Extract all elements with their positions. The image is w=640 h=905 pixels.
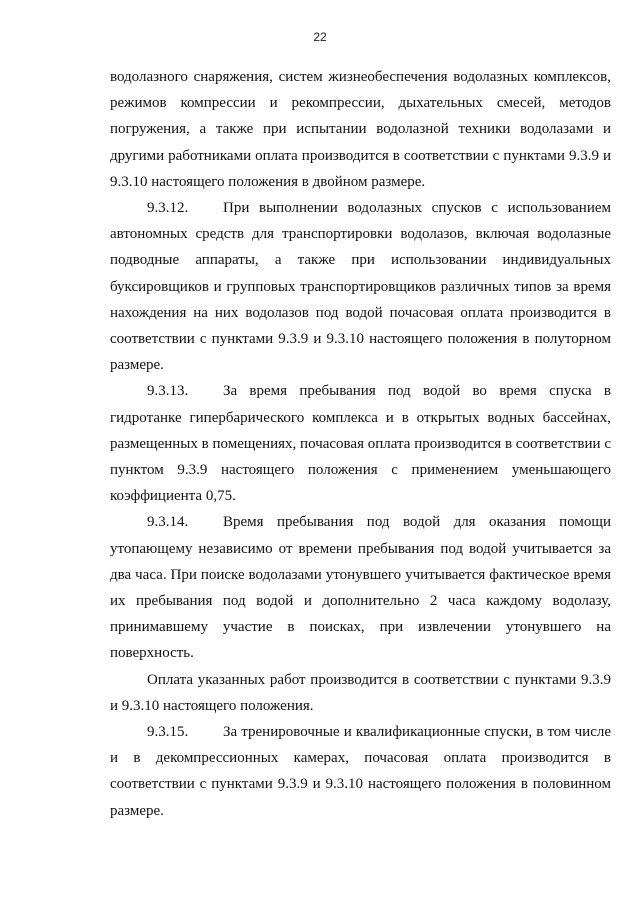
page-number: 22 bbox=[313, 30, 327, 44]
paragraph-text: За время пребывания под водой во время спуска в гидротанке гипербарического комплекса и в открытых водных бассейнах, размещенных в помещениях, почасовая оплата производится в соответствии с пунктом 9.3.9 настоящего положения с применением уменьшающего коэффициента 0,75. bbox=[110, 383, 611, 505]
clause-number: 9.3.12. bbox=[147, 200, 189, 217]
paragraph-text: За тренировочные и квалификационные спуски, в том числе и в декомпрессионных камерах, почасовая оплата производится в соответствии с пунктами 9.3.9 и 9.3.10 настоящего положения в половинном размере. bbox=[110, 724, 611, 819]
paragraph-text: При выполнении водолазных спусков с использованием автономных средств для транспортировки водолазов, включая водолазные подводные аппараты, а также при использовании индивидуальных буксировщиков и групповых транспортировщиков различных типов за время нахождения на них водолазов под водой почасовая оплата производится в соответствии с пунктами 9.3.9 и 9.3.10 настоящего положения в полуторном размере. bbox=[110, 200, 611, 374]
clause-9-3-14 bbox=[110, 509, 611, 666]
clause-number: 9.3.15. bbox=[147, 724, 189, 741]
paragraph-text: Время пребывания под водой для оказания помощи утопающему независимо от времени пребывания под водой учитывается за два часа. При поиске водолазами утонувшего учитывается фактическое время их пребывания под водой и дополнительно 2 часа каждому водолазу, принимавшему участие в поисках, при извлечении утонувшего на поверхность. bbox=[110, 514, 611, 662]
clause-number: 9.3.13. bbox=[147, 383, 189, 400]
clause-9-3-12 bbox=[110, 195, 611, 378]
clause-9-3-13 bbox=[110, 378, 611, 509]
document-body bbox=[110, 64, 611, 824]
paragraph-continuation bbox=[110, 64, 611, 195]
clause-9-3-15 bbox=[110, 719, 611, 824]
clause-number: 9.3.14. bbox=[147, 514, 189, 531]
paragraph-payment-note bbox=[110, 667, 611, 719]
paragraph-text: Оплата указанных работ производится в соответствии с пунктами 9.3.9 и 9.3.10 настоящего положения. bbox=[110, 671, 611, 714]
paragraph-text: водолазного снаряжения, систем жизнеобеспечения водолазных комплексов, режимов компрессии и рекомпрессии, дыхательных смесей, методов погружения, а также при испытании водолазной техники водолазами и другими работниками оплата производится в соответствии с пунктами 9.3.9 и 9.3.10 настоящего положения в двойном размере. bbox=[110, 69, 611, 190]
